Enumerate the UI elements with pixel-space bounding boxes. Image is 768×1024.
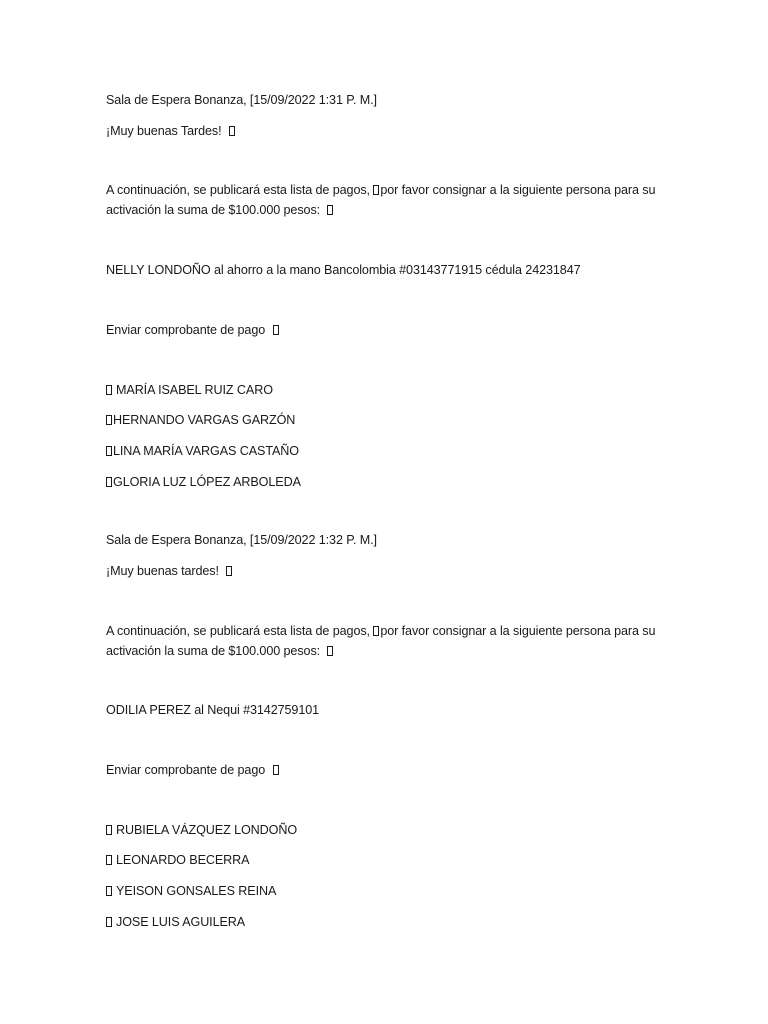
missing-glyph-icon [373,626,379,636]
payment-instructions [106,180,666,220]
missing-glyph-icon [373,185,379,195]
instructions-text-part2: por favor consignar a la siguiente persona para su activación la suma de $100.000 pesos: [106,183,656,217]
recipient-text: NELLY LONDOÑO al ahorro a la mano Bancolombia #03143771915 cédula 24231847 [106,263,581,277]
missing-glyph-icon [106,385,112,395]
missing-glyph-icon [106,855,112,865]
instructions-text-part1: A continuación, se publicará esta lista de pagos, [106,183,370,197]
missing-glyph-icon [226,566,232,576]
send-receipt-note [106,320,666,340]
greeting-text: ¡Muy buenas Tardes! [106,124,222,138]
missing-glyph-icon [273,325,279,335]
missing-glyph-icon [327,646,333,656]
receipt-text: Enviar comprobante de pago [106,323,266,337]
list-item-name: JOSE LUIS AGUILERA [116,915,246,929]
chat-header [106,530,666,550]
missing-glyph-icon [106,917,112,927]
list-item [106,850,666,870]
payment-recipient [106,700,666,720]
list-item [106,472,666,492]
missing-glyph-icon [229,126,235,136]
greeting [106,121,666,141]
missing-glyph-icon [273,765,279,775]
list-item-name: MARÍA ISABEL RUIZ CARO [116,383,273,397]
payment-instructions [106,621,666,661]
list-item-name: LEONARDO BECERRA [116,853,250,867]
greeting [106,561,666,581]
missing-glyph-icon [327,205,333,215]
list-item [106,410,666,430]
receipt-text: Enviar comprobante de pago [106,763,266,777]
missing-glyph-icon [106,825,112,835]
missing-glyph-icon [106,886,112,896]
list-item-name: GLORIA LUZ LÓPEZ ARBOLEDA [113,475,301,489]
list-item [106,912,666,932]
list-item [106,380,666,400]
missing-glyph-icon [106,477,112,487]
send-receipt-note [106,760,666,780]
chat-header-text: Sala de Espera Bonanza, [15/09/2022 1:32 P. M.] [106,533,377,547]
list-item-name: HERNANDO VARGAS GARZÓN [113,413,296,427]
instructions-text-part1: A continuación, se publicará esta lista de pagos, [106,624,370,638]
list-item-name: RUBIELA VÁZQUEZ LONDOÑO [116,823,298,837]
instructions-text-part2: por favor consignar a la siguiente persona para su activación la suma de $100.000 pesos: [106,624,656,658]
chat-header [106,90,666,110]
list-item-name: YEISON GONSALES REINA [116,884,277,898]
recipient-text: ODILIA PEREZ al Nequi #3142759101 [106,703,320,717]
greeting-text: ¡Muy buenas tardes! [106,564,219,578]
chat-header-text: Sala de Espera Bonanza, [15/09/2022 1:31 P. M.] [106,93,377,107]
list-item [106,881,666,901]
list-item [106,441,666,461]
list-item-name: LINA MARÍA VARGAS CASTAÑO [113,444,299,458]
missing-glyph-icon [106,446,112,456]
list-item [106,820,666,840]
missing-glyph-icon [106,415,112,425]
payment-recipient [106,260,666,280]
